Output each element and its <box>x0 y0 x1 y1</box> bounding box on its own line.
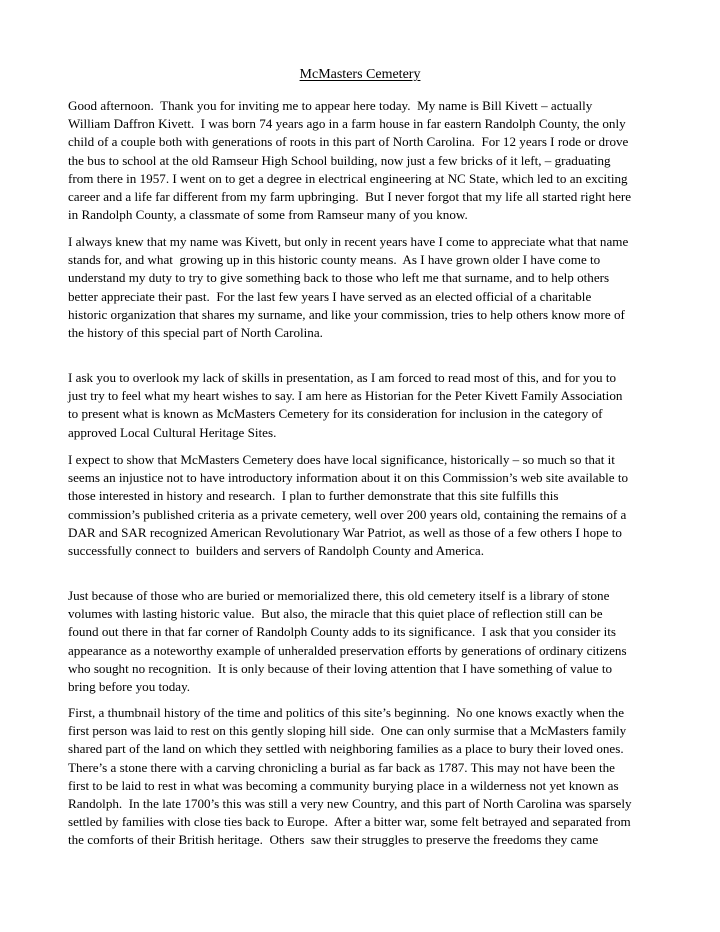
paragraph-6-line: There’s a stone there with a carving chronicling a burial as far back as 1787. This may not have been the <box>68 759 615 775</box>
paragraph-6-line: Randolph. In the late 1700’s this was still a very new Country, and this part of North Carolina was sparsely <box>68 796 632 811</box>
document-title: McMasters Cemetery <box>299 67 421 82</box>
paragraph-2-line: better appreciate their past. For the last few years I have served as an elected official of a charitable <box>68 288 592 304</box>
paragraph-5-line: appearance as a noteworthy example of unheralded preservation efforts by generations of ordinary citizens <box>68 642 627 658</box>
paragraph-6-line: first person was laid to rest on this gently sloping hill side. One can only surmise that a McMasters family <box>68 723 627 739</box>
paragraph-4-line: seems an injustice not to have introductory information about it on this Commission’s web site available to <box>68 470 629 486</box>
paragraph-3-line: approved Local Cultural Heritage Sites. <box>68 424 277 440</box>
paragraph-5-line: volumes with lasting historic value. But also, the miracle that this quiet place of reflection still can be <box>68 606 603 622</box>
paragraph-4-line: those interested in history and research. I plan to further demonstrate that this site fulfills this <box>68 488 559 504</box>
paragraph-6-line: first to be laid to rest in what was becoming a community burying place in a wilderness not yet known as <box>68 777 619 793</box>
paragraph-6-line: settled by families with close ties back to Europe. After a bitter war, some felt betrayed and separated from <box>68 814 631 830</box>
paragraph-6-line: shared part of the land on which they settled with neighboring families as a place to bury their loved ones. <box>68 741 624 757</box>
paragraph-5-line: found out there in that far corner of Randolph County adds to its significance. I ask that you consider its <box>68 624 616 640</box>
paragraph-4-line: successfully connect to builders and servers of Randolph County and America. <box>68 543 484 558</box>
paragraph-6-line: First, a thumbnail history of the time and politics of this site’s beginning. No one knows exactly when the <box>68 705 625 720</box>
paragraph-1-line: in Randolph County, a classmate of some from Ramseur many of you know. <box>68 207 468 223</box>
paragraph-1-line: Good afternoon. Thank you for inviting me to appear here today. My name is Bill Kivett – actually <box>68 98 593 113</box>
paragraph-5-line: who sought no recognition. It is only because of their loving attention that I have something of value to <box>68 660 613 676</box>
paragraph-3-line: just try to feel what my heart wishes to say. I am here as Historian for the Peter Kivett Family Association <box>68 388 623 404</box>
paragraph-4-line: commission’s published criteria as a private cemetery, well over 200 years old, containing the remains of a <box>68 506 627 522</box>
paragraph-2-line: the history of this special part of North Carolina. <box>68 325 323 340</box>
paragraph-5-line: Just because of those who are buried or memorialized there, this old cemetery itself is a library of stone <box>68 588 610 603</box>
paragraph-3-line: I ask you to overlook my lack of skills in presentation, as I am forced to read most of this, and for you to <box>68 370 617 385</box>
paragraph-1-line: from there in 1957. I went on to get a degree in electrical engineering at NC State, which led to an exciting <box>68 170 628 186</box>
paragraph-4-line: DAR and SAR recognized American Revolutionary War Patriot, as well as those of a few others I hope to <box>68 524 622 540</box>
paragraph-1-line: child of a couple both with generations of roots in this part of North Carolina. For 12 years I rode or drove <box>68 134 629 150</box>
paragraph-6-line: the comforts of their British heritage. Others saw their struggles to preserve the freedoms they came <box>68 832 599 848</box>
paragraph-1-line: William Daffron Kivett. I was born 74 years ago in a farm house in far eastern Randolph County, the only <box>68 116 626 132</box>
paragraph-3-line: to present what is known as McMasters Cemetery for its consideration for inclusion in the category of <box>68 406 603 422</box>
paragraph-4-line: I expect to show that McMasters Cemetery does have local significance, historically – so much so that it <box>68 452 615 467</box>
paragraph-2-line: understand my duty to try to give something back to those who left me that surname, and to help others <box>68 270 610 286</box>
paragraph-1-line: career and a life far different from my farm upbringing. But I never forgot that my life all started right here <box>68 189 632 204</box>
paragraph-2-line: stands for, and what growing up in this historic county means. As I have grown older I have come to <box>68 252 601 268</box>
paragraph-2-line: historic organization that shares my surname, and like your commission, tries to help others know more of <box>68 306 625 322</box>
paragraph-2-line: I always knew that my name was Kivett, but only in recent years have I come to appreciate what that name <box>68 234 629 249</box>
paragraph-5-line: bring before you today. <box>68 679 191 694</box>
paragraph-1-line: the bus to school at the old Ramseur High School building, now just a few bricks of it left, – graduating <box>68 152 611 168</box>
